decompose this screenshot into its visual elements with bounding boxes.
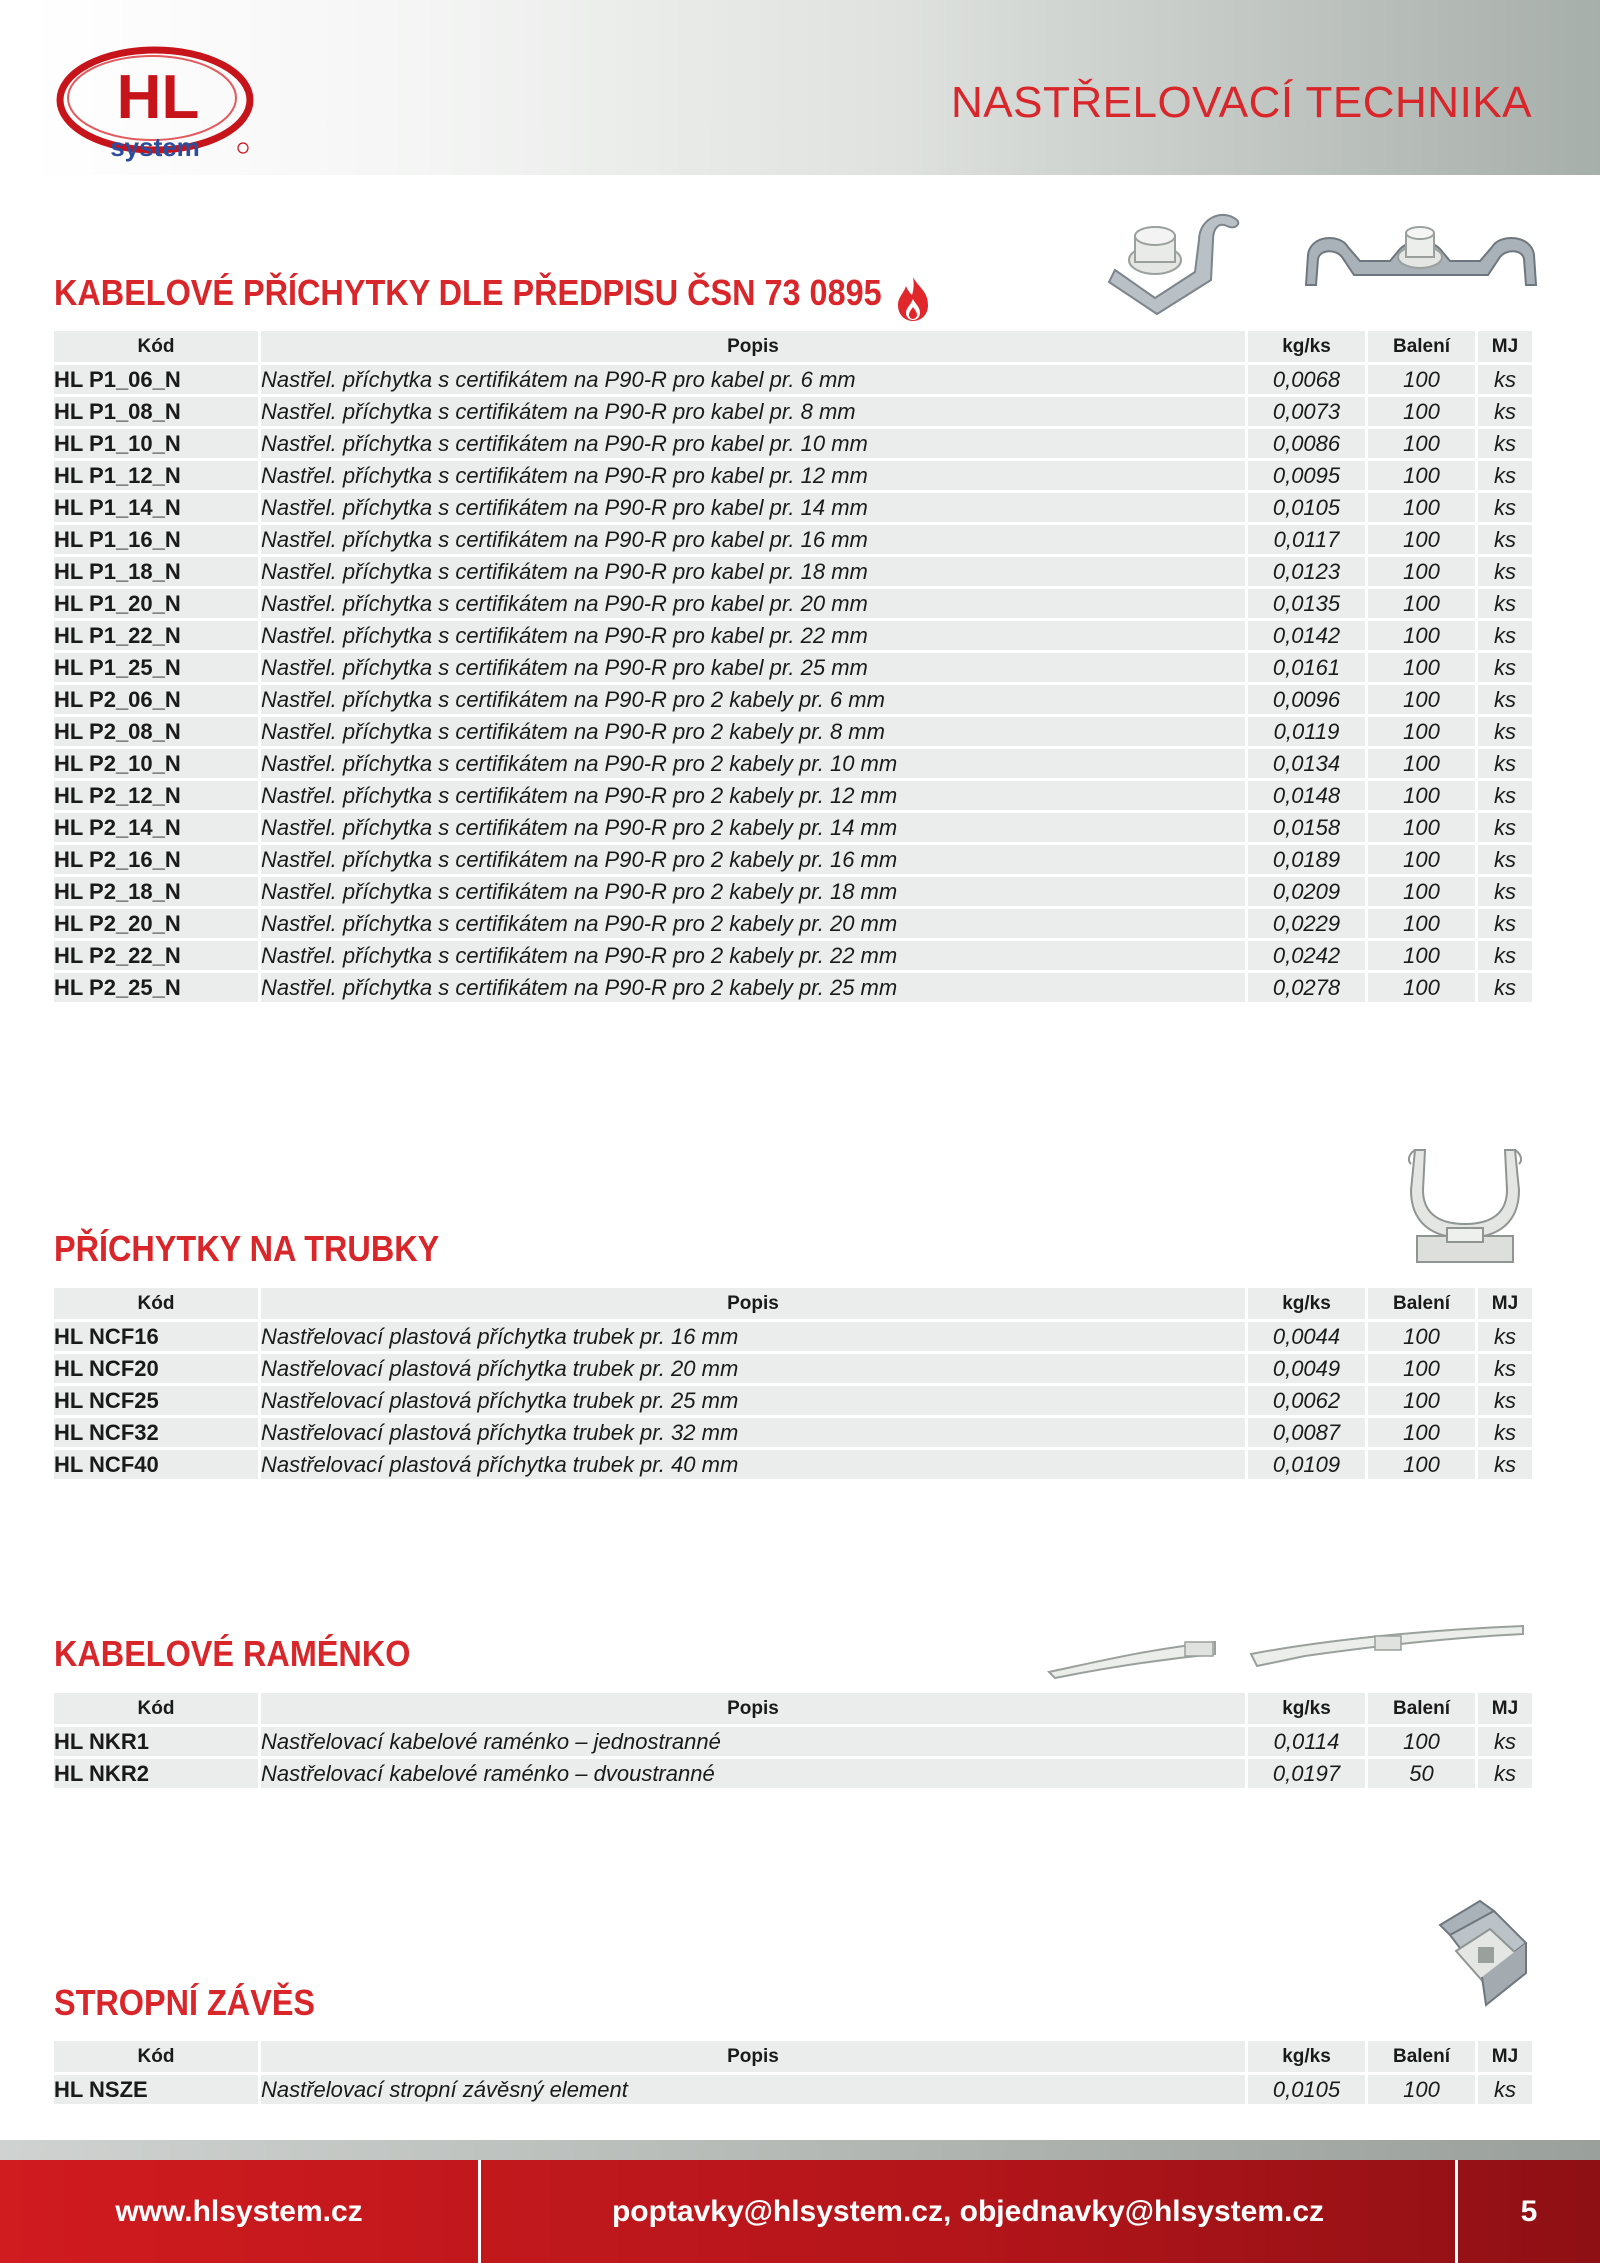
page-number: 5 xyxy=(1520,2194,1538,2228)
flame-icon xyxy=(892,275,934,323)
column-header-description: Popis xyxy=(261,1288,1248,1319)
column-header-package: Balení xyxy=(1368,2041,1478,2072)
table-row xyxy=(54,717,1532,746)
product-weight: 0,0242 xyxy=(1248,941,1368,970)
column-header-package: Balení xyxy=(1368,1288,1478,1319)
product-code: HL NKR2 xyxy=(54,1759,261,1788)
product-weight: 0,0095 xyxy=(1248,461,1368,490)
pipe-clip-image xyxy=(1395,1140,1535,1270)
product-code: HL P1_16_N xyxy=(54,525,261,554)
product-description: Nastřel. příchytka s certifikátem na P90-R pro 2 kabely pr. 14 mm xyxy=(261,813,1248,842)
product-weight: 0,0135 xyxy=(1248,589,1368,618)
product-unit: ks xyxy=(1478,1386,1532,1415)
column-header-description: Popis xyxy=(261,2041,1248,2072)
product-code: HL NKR1 xyxy=(54,1727,261,1756)
table-row xyxy=(54,1450,1532,1479)
column-header-weight: kg/ks xyxy=(1248,2041,1368,2072)
product-package-qty: 100 xyxy=(1368,973,1478,1002)
product-code: HL P1_14_N xyxy=(54,493,261,522)
product-unit: ks xyxy=(1478,589,1532,618)
product-code: HL P1_20_N xyxy=(54,589,261,618)
product-description: Nastřel. příchytka s certifikátem na P90-R pro kabel pr. 25 mm xyxy=(261,653,1248,682)
section-title-pipe-clips: PŘÍCHYTKY NA TRUBKY xyxy=(54,1228,440,1269)
product-unit: ks xyxy=(1478,1354,1532,1383)
double-cable-clip-image xyxy=(1300,215,1540,295)
product-code: HL P2_22_N xyxy=(54,941,261,970)
product-code: HL NSZE xyxy=(54,2075,261,2104)
page-footer xyxy=(0,2160,1600,2263)
product-package-qty: 100 xyxy=(1368,621,1478,650)
product-unit: ks xyxy=(1478,365,1532,394)
product-description: Nastřel. příchytka s certifikátem na P90-R pro 2 kabely pr. 6 mm xyxy=(261,685,1248,714)
footer-email-links[interactable]: poptavky@hlsystem.cz, objednavky@hlsystem.cz xyxy=(611,2194,1325,2228)
product-package-qty: 100 xyxy=(1368,557,1478,586)
product-weight: 0,0142 xyxy=(1248,621,1368,650)
column-header-unit: MJ xyxy=(1478,1288,1532,1319)
product-description: Nastřel. příchytka s certifikátem na P90-R pro 2 kabely pr. 12 mm xyxy=(261,781,1248,810)
table-header-row xyxy=(54,331,1532,362)
ceiling-hanger-table xyxy=(54,2038,1532,2107)
product-description: Nastřel. příchytka s certifikátem na P90-R pro 2 kabely pr. 20 mm xyxy=(261,909,1248,938)
product-weight: 0,0068 xyxy=(1248,365,1368,394)
column-header-code: Kód xyxy=(54,1693,261,1724)
product-package-qty: 100 xyxy=(1368,493,1478,522)
table-header-row xyxy=(54,2041,1532,2072)
product-weight: 0,0117 xyxy=(1248,525,1368,554)
product-unit: ks xyxy=(1478,973,1532,1002)
product-code: HL NCF16 xyxy=(54,1322,261,1351)
product-package-qty: 100 xyxy=(1368,877,1478,906)
product-package-qty: 100 xyxy=(1368,909,1478,938)
table-row xyxy=(54,1727,1532,1756)
product-weight: 0,0044 xyxy=(1248,1322,1368,1351)
table-row xyxy=(54,1322,1532,1351)
product-description: Nastřel. příchytka s certifikátem na P90-R pro 2 kabely pr. 18 mm xyxy=(261,877,1248,906)
product-package-qty: 100 xyxy=(1368,845,1478,874)
table-row xyxy=(54,397,1532,426)
product-description: Nastřel. příchytka s certifikátem na P90-R pro kabel pr. 14 mm xyxy=(261,493,1248,522)
column-header-weight: kg/ks xyxy=(1248,1288,1368,1319)
table-row xyxy=(54,525,1532,554)
product-weight: 0,0062 xyxy=(1248,1386,1368,1415)
logo-subtext: system xyxy=(110,132,200,162)
column-header-code: Kód xyxy=(54,2041,261,2072)
product-package-qty: 100 xyxy=(1368,461,1478,490)
product-description: Nastřel. příchytka s certifikátem na P90-R pro kabel pr. 18 mm xyxy=(261,557,1248,586)
product-description: Nastřel. příchytka s certifikátem na P90-R pro 2 kabely pr. 25 mm xyxy=(261,973,1248,1002)
product-description: Nastřel. příchytka s certifikátem na P90-R pro kabel pr. 20 mm xyxy=(261,589,1248,618)
product-weight: 0,0209 xyxy=(1248,877,1368,906)
product-unit: ks xyxy=(1478,749,1532,778)
table-row xyxy=(54,429,1532,458)
product-package-qty: 100 xyxy=(1368,813,1478,842)
product-package-qty: 100 xyxy=(1368,429,1478,458)
product-unit: ks xyxy=(1478,461,1532,490)
table-row xyxy=(54,1386,1532,1415)
product-weight: 0,0229 xyxy=(1248,909,1368,938)
product-unit: ks xyxy=(1478,429,1532,458)
product-package-qty: 100 xyxy=(1368,589,1478,618)
product-code: HL P2_20_N xyxy=(54,909,261,938)
product-weight: 0,0161 xyxy=(1248,653,1368,682)
product-description: Nastřel. příchytka s certifikátem na P90-R pro 2 kabely pr. 8 mm xyxy=(261,717,1248,746)
product-description: Nastřelovací kabelové raménko – dvoustranné xyxy=(261,1759,1248,1788)
product-unit: ks xyxy=(1478,2075,1532,2104)
table-row xyxy=(54,845,1532,874)
table-row xyxy=(54,877,1532,906)
pipe-clips-table xyxy=(54,1285,1532,1482)
product-weight: 0,0148 xyxy=(1248,781,1368,810)
column-header-weight: kg/ks xyxy=(1248,1693,1368,1724)
product-description: Nastřelovací plastová příchytka trubek pr. 20 mm xyxy=(261,1354,1248,1383)
product-package-qty: 100 xyxy=(1368,525,1478,554)
product-package-qty: 100 xyxy=(1368,397,1478,426)
product-code: HL P1_25_N xyxy=(54,653,261,682)
column-header-code: Kód xyxy=(54,331,261,362)
product-package-qty: 100 xyxy=(1368,2075,1478,2104)
column-header-code: Kód xyxy=(54,1288,261,1319)
product-weight: 0,0123 xyxy=(1248,557,1368,586)
product-code: HL NCF25 xyxy=(54,1386,261,1415)
product-package-qty: 100 xyxy=(1368,365,1478,394)
product-unit: ks xyxy=(1478,1418,1532,1447)
product-unit: ks xyxy=(1478,621,1532,650)
product-description: Nastřelovací plastová příchytka trubek pr. 32 mm xyxy=(261,1418,1248,1447)
table-row xyxy=(54,653,1532,682)
product-unit: ks xyxy=(1478,813,1532,842)
product-package-qty: 100 xyxy=(1368,1418,1478,1447)
product-unit: ks xyxy=(1478,1759,1532,1788)
product-weight: 0,0087 xyxy=(1248,1418,1368,1447)
column-header-unit: MJ xyxy=(1478,1693,1532,1724)
column-header-description: Popis xyxy=(261,331,1248,362)
product-code: HL P2_06_N xyxy=(54,685,261,714)
cable-clips-table xyxy=(54,328,1532,1005)
product-code: HL P1_18_N xyxy=(54,557,261,586)
product-weight: 0,0109 xyxy=(1248,1450,1368,1479)
product-description: Nastřel. příchytka s certifikátem na P90-R pro kabel pr. 10 mm xyxy=(261,429,1248,458)
product-weight: 0,0105 xyxy=(1248,493,1368,522)
product-package-qty: 100 xyxy=(1368,1386,1478,1415)
product-code: HL NCF20 xyxy=(54,1354,261,1383)
product-weight: 0,0105 xyxy=(1248,2075,1368,2104)
single-cable-clip-image xyxy=(1095,200,1245,320)
product-code: HL P2_25_N xyxy=(54,973,261,1002)
product-unit: ks xyxy=(1478,1727,1532,1756)
product-unit: ks xyxy=(1478,685,1532,714)
product-package-qty: 100 xyxy=(1368,781,1478,810)
footer-website-link[interactable]: www.hlsystem.cz xyxy=(115,2194,363,2228)
product-unit: ks xyxy=(1478,941,1532,970)
cable-arm-image xyxy=(1045,1620,1525,1680)
product-unit: ks xyxy=(1478,717,1532,746)
product-code: HL P2_14_N xyxy=(54,813,261,842)
product-code: HL NCF40 xyxy=(54,1450,261,1479)
product-description: Nastřel. příchytka s certifikátem na P90-R pro kabel pr. 8 mm xyxy=(261,397,1248,426)
product-unit: ks xyxy=(1478,845,1532,874)
product-weight: 0,0086 xyxy=(1248,429,1368,458)
product-description: Nastřel. příchytka s certifikátem na P90-R pro kabel pr. 16 mm xyxy=(261,525,1248,554)
product-unit: ks xyxy=(1478,877,1532,906)
product-code: HL NCF32 xyxy=(54,1418,261,1447)
table-row xyxy=(54,781,1532,810)
table-row xyxy=(54,1354,1532,1383)
product-package-qty: 100 xyxy=(1368,653,1478,682)
product-code: HL P2_18_N xyxy=(54,877,261,906)
table-row xyxy=(54,1418,1532,1447)
product-weight: 0,0049 xyxy=(1248,1354,1368,1383)
ceiling-hanger-image xyxy=(1420,1895,1535,2015)
section-title-cable-arm: KABELOVÉ RAMÉNKO xyxy=(54,1633,411,1674)
product-description: Nastřel. příchytka s certifikátem na P90-R pro 2 kabely pr. 22 mm xyxy=(261,941,1248,970)
product-description: Nastřel. příchytka s certifikátem na P90-R pro kabel pr. 22 mm xyxy=(261,621,1248,650)
product-description: Nastřel. příchytka s certifikátem na P90-R pro 2 kabely pr. 16 mm xyxy=(261,845,1248,874)
product-package-qty: 100 xyxy=(1368,1727,1478,1756)
table-row xyxy=(54,1759,1532,1788)
cable-arm-table xyxy=(54,1690,1532,1791)
product-unit: ks xyxy=(1478,397,1532,426)
product-package-qty: 100 xyxy=(1368,1450,1478,1479)
column-header-unit: MJ xyxy=(1478,331,1532,362)
product-description: Nastřelovací kabelové raménko – jednostranné xyxy=(261,1727,1248,1756)
table-row xyxy=(54,589,1532,618)
product-description: Nastřel. příchytka s certifikátem na P90-R pro kabel pr. 12 mm xyxy=(261,461,1248,490)
product-unit: ks xyxy=(1478,781,1532,810)
table-row xyxy=(54,493,1532,522)
product-unit: ks xyxy=(1478,1322,1532,1351)
product-unit: ks xyxy=(1478,653,1532,682)
product-code: HL P1_22_N xyxy=(54,621,261,650)
table-row xyxy=(54,909,1532,938)
product-code: HL P1_12_N xyxy=(54,461,261,490)
column-header-unit: MJ xyxy=(1478,2041,1532,2072)
footer-strip xyxy=(0,2140,1600,2160)
product-unit: ks xyxy=(1478,909,1532,938)
product-unit: ks xyxy=(1478,525,1532,554)
table-row xyxy=(54,973,1532,1002)
product-code: HL P2_10_N xyxy=(54,749,261,778)
logo-text: HL xyxy=(116,63,200,132)
column-header-package: Balení xyxy=(1368,331,1478,362)
product-description: Nastřel. příchytka s certifikátem na P90-R pro kabel pr. 6 mm xyxy=(261,365,1248,394)
product-package-qty: 100 xyxy=(1368,717,1478,746)
table-row xyxy=(54,461,1532,490)
table-row xyxy=(54,2075,1532,2104)
product-unit: ks xyxy=(1478,493,1532,522)
table-row xyxy=(54,365,1532,394)
table-row xyxy=(54,813,1532,842)
table-row xyxy=(54,749,1532,778)
product-weight: 0,0197 xyxy=(1248,1759,1368,1788)
product-package-qty: 50 xyxy=(1368,1759,1478,1788)
product-code: HL P1_08_N xyxy=(54,397,261,426)
product-weight: 0,0119 xyxy=(1248,717,1368,746)
table-header-row xyxy=(54,1693,1532,1724)
product-weight: 0,0189 xyxy=(1248,845,1368,874)
product-description: Nastřelovací plastová příchytka trubek pr. 16 mm xyxy=(261,1322,1248,1351)
product-weight: 0,0134 xyxy=(1248,749,1368,778)
product-description: Nastřel. příchytka s certifikátem na P90-R pro 2 kabely pr. 10 mm xyxy=(261,749,1248,778)
section-title-ceiling-hanger: STROPNÍ ZÁVĚS xyxy=(54,1982,316,2023)
column-header-package: Balení xyxy=(1368,1693,1478,1724)
product-package-qty: 100 xyxy=(1368,1322,1478,1351)
product-package-qty: 100 xyxy=(1368,749,1478,778)
product-package-qty: 100 xyxy=(1368,685,1478,714)
product-code: HL P1_10_N xyxy=(54,429,261,458)
product-unit: ks xyxy=(1478,1450,1532,1479)
column-header-description: Popis xyxy=(261,1693,1248,1724)
product-weight: 0,0158 xyxy=(1248,813,1368,842)
table-row xyxy=(54,685,1532,714)
table-header-row xyxy=(54,1288,1532,1319)
product-description: Nastřelovací plastová příchytka trubek pr. 25 mm xyxy=(261,1386,1248,1415)
product-code: HL P2_08_N xyxy=(54,717,261,746)
product-code: HL P2_16_N xyxy=(54,845,261,874)
product-package-qty: 100 xyxy=(1368,1354,1478,1383)
product-unit: ks xyxy=(1478,557,1532,586)
hl-system-logo xyxy=(50,30,260,170)
product-description: Nastřelovací stropní závěsný element xyxy=(261,2075,1248,2104)
table-row xyxy=(54,557,1532,586)
table-row xyxy=(54,621,1532,650)
column-header-weight: kg/ks xyxy=(1248,331,1368,362)
page-title: NASTŘELOVACÍ TECHNIKA xyxy=(951,78,1532,127)
section-title-cable-clips: KABELOVÉ PŘÍCHYTKY DLE PŘEDPISU ČSN 73 0895 xyxy=(54,272,882,313)
product-weight: 0,0114 xyxy=(1248,1727,1368,1756)
product-code: HL P1_06_N xyxy=(54,365,261,394)
product-code: HL P2_12_N xyxy=(54,781,261,810)
product-package-qty: 100 xyxy=(1368,941,1478,970)
product-weight: 0,0096 xyxy=(1248,685,1368,714)
product-weight: 0,0073 xyxy=(1248,397,1368,426)
product-weight: 0,0278 xyxy=(1248,973,1368,1002)
product-description: Nastřelovací plastová příchytka trubek pr. 40 mm xyxy=(261,1450,1248,1479)
table-row xyxy=(54,941,1532,970)
